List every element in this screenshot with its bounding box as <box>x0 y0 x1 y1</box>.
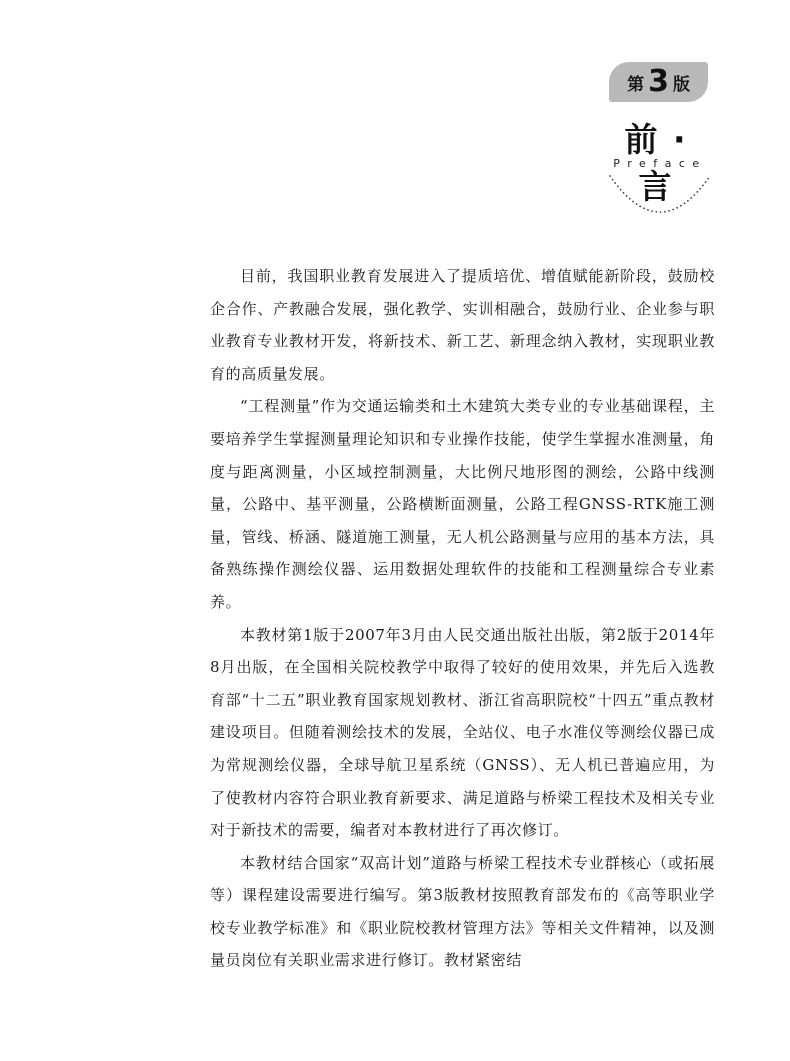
edition-badge <box>609 62 708 102</box>
edition-suffix: 版 <box>672 74 690 95</box>
preface-body <box>210 260 715 977</box>
paragraph-2: “工程测量”作为交通运输类和土木建筑大类专业的专业基础课程，主要培养学生掌握测量理论知识和专业操作技能，使学生掌握水准测量，角度与距离测量，小区域控制测量，大比例尺地形图的测绘，公路中线测量，公路中、基平测量，公路横断面测量，公路工程GNSS-RTK施工测量，管线、桥涵、隧道施工测量，无人机公路测量与应用的基本方法，具备熟练操作测绘仪器、运用数据处理软件的技能和工程测量综合专业素养。 <box>210 397 715 611</box>
edition-prefix: 第 <box>627 74 645 95</box>
dotted-arc-ornament <box>604 170 716 220</box>
paragraph-3: 本教材第1版于2007年3月由人民交通出版社出版，第2版于2014年8月出版，在全国相关院校教学中取得了较好的使用效果，并先后入选教育部“十二五”职业教育国家规划教材、浙江省高职院校“十四五”重点教材建设项目。但随着测绘技术的发展，全站仪、电子水准仪等测绘仪器已成为常规测绘仪器，全球导航卫星系统（GNSS）、无人机已普遍应用，为了使教材内容符合职业教育新要求、满足道路与桥梁工程技术及相关专业对于新技术的需要，编者对本教材进行了再次修订。 <box>210 625 715 840</box>
page-title: 前 · 言 <box>624 120 688 206</box>
paragraph-1: 目前，我国职业教育发展进入了提质培优、增值赋能新阶段，鼓励校企合作、产教融合发展，强化教学、实训相融合，鼓励行业、企业参与职业教育专业教材开发，将新技术、新工艺、新理念纳入教材，实现职业教育的高质量发展。 <box>210 267 715 383</box>
paragraph-4: 本教材结合国家“双高计划”道路与桥梁工程技术专业群核心（或拓展等）课程建设需要进行编写。第3版教材按照教育部发布的《高等职业学校专业教学标准》和《职业院校教材管理方法》等相关文件精神，以及测量员岗位有关职业需求进行修订。教材紧密结 <box>210 853 715 970</box>
page-subtitle: Preface <box>613 157 707 170</box>
edition-number: 3 <box>648 64 669 99</box>
